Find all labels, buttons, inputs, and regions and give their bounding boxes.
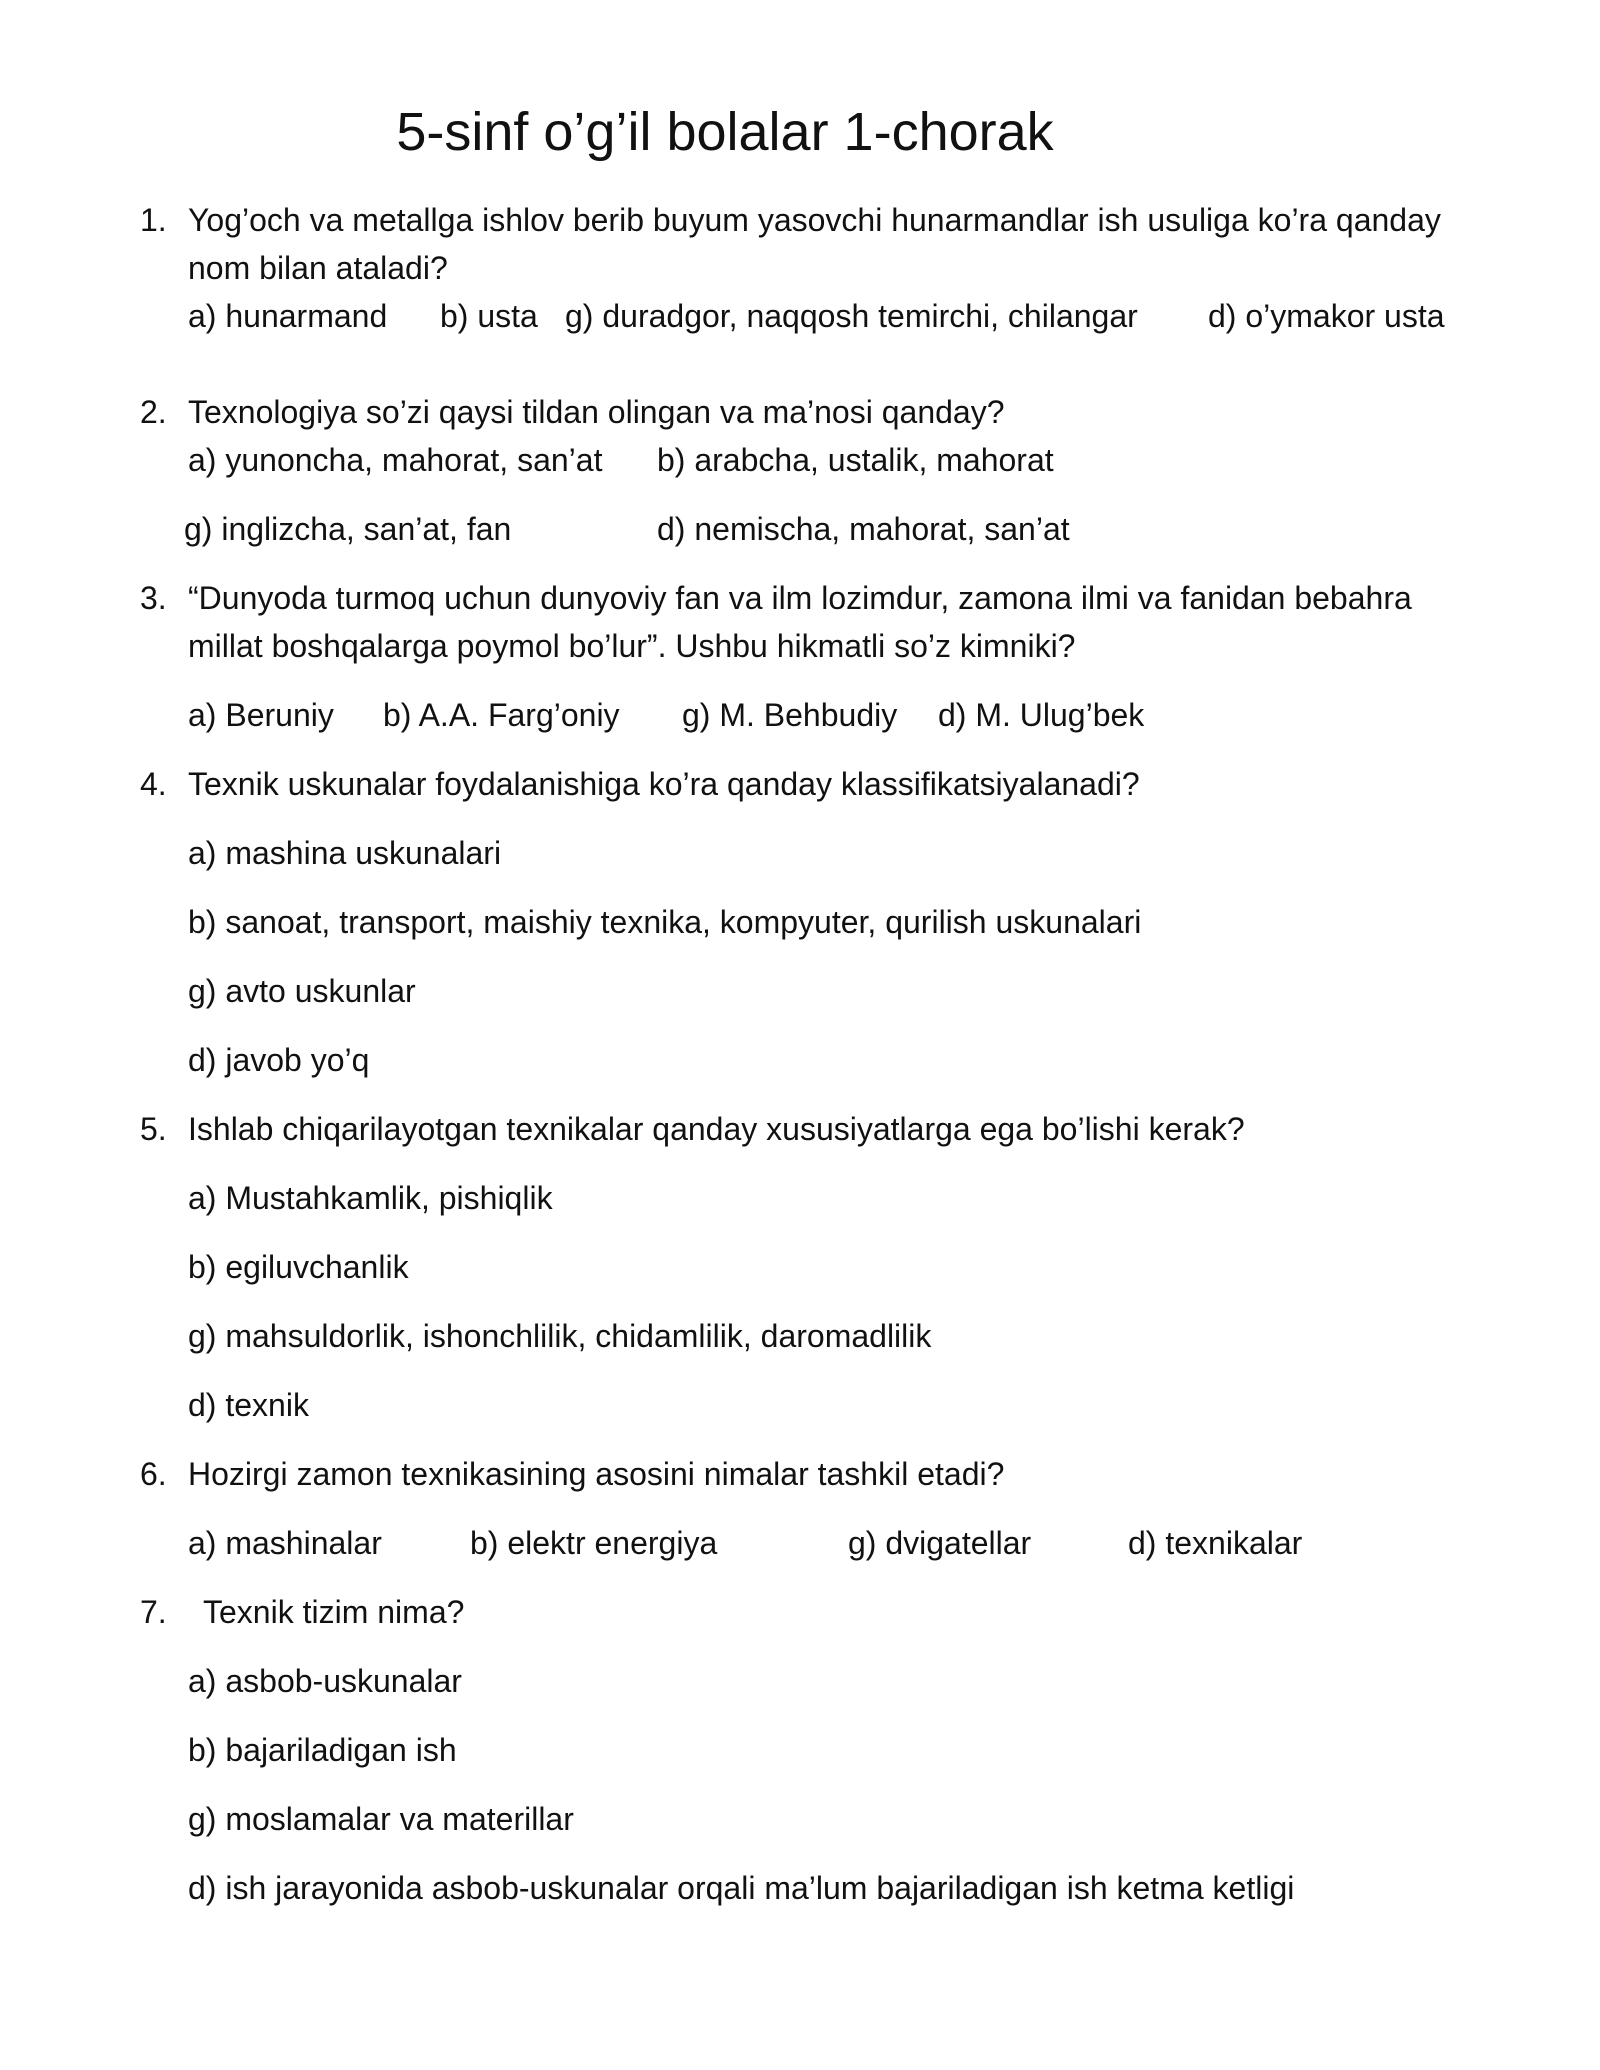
option-d: d) o’ymakor usta xyxy=(1208,298,1445,334)
option-g: g) avto uskunlar xyxy=(188,973,416,1009)
option-a: a) Mustahkamlik, pishiqlik xyxy=(188,1180,553,1216)
option-a: a) Beruniy xyxy=(188,697,334,733)
option-b: b) sanoat, transport, maishiy texnika, kompyuter, qurilish uskunalari xyxy=(188,904,1142,940)
option-b: b) egiluvchanlik xyxy=(188,1249,409,1285)
question-text-continued: millat boshqalarga poymol bo’lur”. Ushbu hikmatli so’z kimniki? xyxy=(188,628,1076,664)
question-number: 2. xyxy=(140,394,167,430)
question-number: 7. xyxy=(140,1594,167,1630)
question-number: 1. xyxy=(140,202,167,238)
option-d: d) M. Ulug’bek xyxy=(938,697,1145,733)
option-g: g) dvigatellar xyxy=(848,1525,1032,1561)
option-d: d) texnik xyxy=(188,1387,309,1423)
option-a: a) hunarmand xyxy=(188,298,388,334)
option-b: b) A.A. Farg’oniy xyxy=(383,697,620,733)
option-b: b) usta xyxy=(440,298,538,334)
option-d: d) texnikalar xyxy=(1128,1525,1303,1561)
question-text: Yog’och va metallga ishlov berib buyum yasovchi hunarmandlar ish usuliga ko’ra qanday xyxy=(188,202,1441,238)
option-d: d) nemischa, mahorat, san’at xyxy=(657,511,1070,547)
option-b: b) arabcha, ustalik, mahorat xyxy=(657,442,1054,478)
question-number: 3. xyxy=(140,580,167,616)
option-g: g) mahsuldorlik, ishonchlilik, chidamlilik, daromadlilik xyxy=(188,1318,932,1354)
option-a: a) mashina uskunalari xyxy=(188,835,502,871)
option-b: b) bajariladigan ish xyxy=(188,1732,457,1768)
option-a: a) yunoncha, mahorat, san’at xyxy=(188,442,603,478)
option-g: g) M. Behbudiy xyxy=(682,697,898,733)
question-text: “Dunyoda turmoq uchun dunyoviy fan va ilm lozimdur, zamona ilmi va fanidan bebahra xyxy=(188,580,1412,616)
question-number: 4. xyxy=(140,766,167,802)
option-g: g) inglizcha, san’at, fan xyxy=(184,511,512,547)
question-number: 6. xyxy=(140,1456,167,1492)
question-text: Ishlab chiqarilayotgan texnikalar qanday xususiyatlarga ega bo’lishi kerak? xyxy=(188,1111,1245,1147)
option-b: b) elektr energiya xyxy=(470,1525,718,1561)
option-g: g) duradgor, naqqosh temirchi, chilangar xyxy=(565,298,1138,334)
option-d: d) ish jarayonida asbob-uskunalar orqali ma’lum bajariladigan ish ketma ketligi xyxy=(188,1870,1295,1906)
question-text: Texnologiya so’zi qaysi tildan olingan va ma’nosi qanday? xyxy=(188,394,1005,430)
question-text-continued: nom bilan ataladi? xyxy=(188,250,448,286)
option-a: a) asbob-uskunalar xyxy=(188,1663,462,1699)
question-text: Hozirgi zamon texnikasining asosini nimalar tashkil etadi? xyxy=(188,1456,1005,1492)
question-text: Texnik tizim nima? xyxy=(203,1594,465,1630)
question-number: 5. xyxy=(140,1111,167,1147)
question-text: Texnik uskunalar foydalanishiga ko’ra qanday klassifikatsiyalanadi? xyxy=(188,766,1140,802)
option-d: d) javob yo’q xyxy=(188,1042,370,1078)
option-g: g) moslamalar va materillar xyxy=(188,1801,574,1837)
page-title: 5-sinf o’g’il bolalar 1-chorak xyxy=(396,102,1054,162)
option-a: a) mashinalar xyxy=(188,1525,382,1561)
